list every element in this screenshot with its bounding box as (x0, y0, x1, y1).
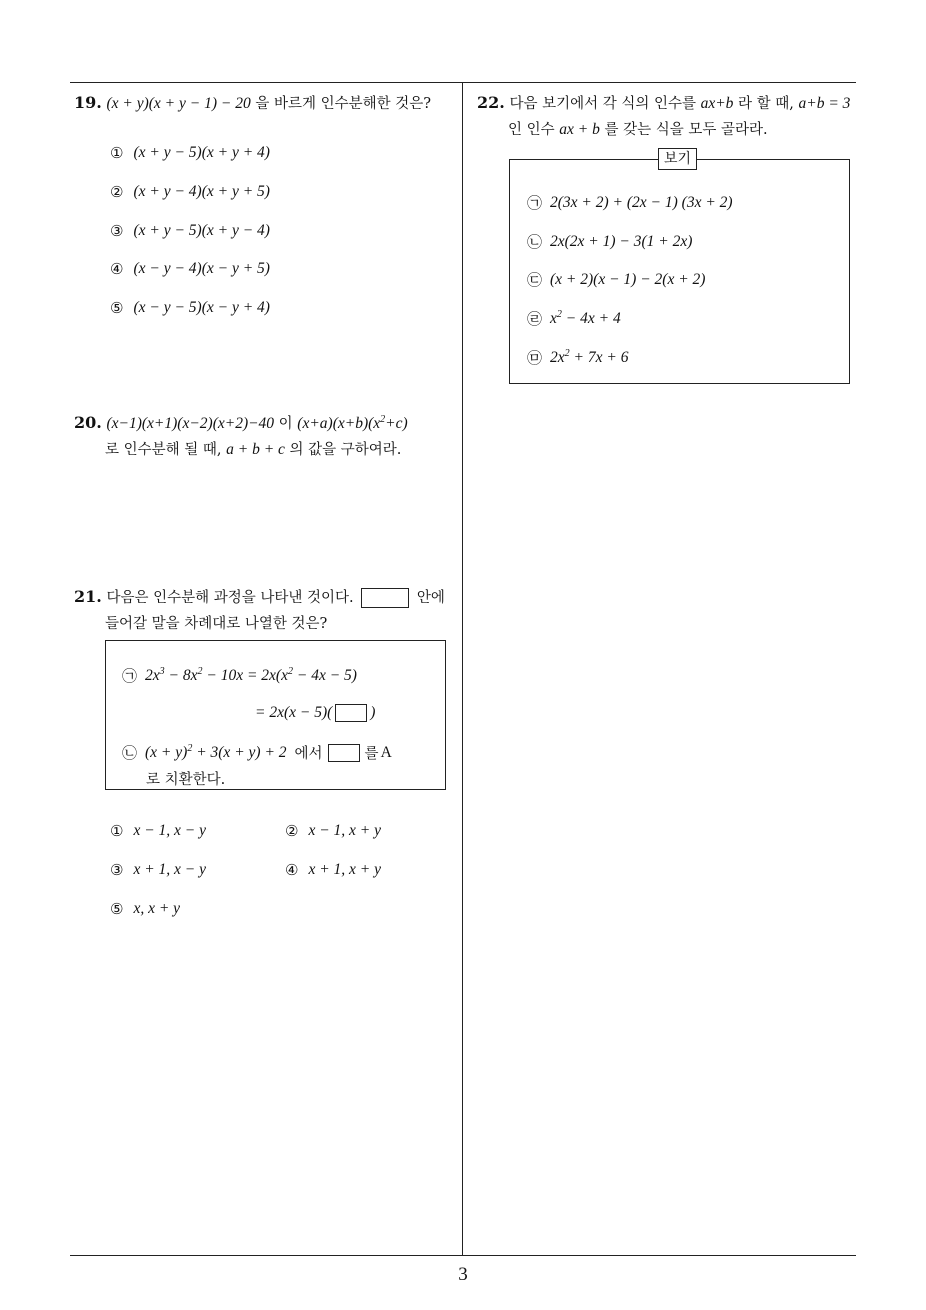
example-box-label: 보기 (658, 148, 697, 170)
choice-4[interactable]: ④ x + 1, x + y (285, 861, 382, 879)
question-number: 20. (74, 413, 102, 432)
choice-3[interactable]: ③ x + 1, x − y (110, 861, 207, 879)
question-expression: (x + y)(x + y − 1) − 20 (106, 95, 251, 112)
choice-5[interactable]: ⑤ x, x + y (110, 900, 181, 918)
column-divider (462, 83, 463, 1256)
blank-box (328, 744, 360, 762)
example-item-3: ㉢ (x + 2)(x − 1) − 2(x + 2) (527, 270, 706, 289)
question-22: 22. 다음 보기에서 각 식의 인수를 ax+b 라 할 때, a+b = 3 인 인수 ax + b 를 갖는 식을 모두 골라라. (477, 93, 851, 138)
question-text: 을 바르게 인수분해한 것은? (255, 96, 432, 112)
question-21: 21. 다음은 인수분해 과정을 나타낸 것이다. 안에 들어갈 말을 차례대로 나열한 것은? (74, 587, 445, 632)
choice-3[interactable]: ③ (x + y − 5)(x + y − 4) (110, 222, 270, 240)
example-item-5: ㉤ $2x^2 + 7x + 6$ (527, 347, 629, 367)
process-line-1: ㉠ $2x^3 - 8x^2 - 10x = 2x(x^2 - 4x - 5)$ (122, 665, 357, 685)
choice-1[interactable]: ① x − 1, x − y (110, 822, 207, 840)
example-item-4: ㉣ $x^2 - 4x + 4$ (527, 308, 621, 328)
question-number: 21. (74, 587, 102, 606)
process-line-2: = 2x(x − 5)( ) (255, 704, 376, 721)
question-number: 19. (74, 93, 102, 112)
question-19 (74, 90, 431, 117)
blank-box (335, 704, 367, 722)
choice-4[interactable]: ④ (x − y − 4)(x − y + 5) (110, 260, 270, 278)
process-line-3: ㉡ $(x + y)^2 + 3(x + y) + 2$ 에서 를 A (122, 742, 392, 762)
choice-2[interactable]: ② x − 1, x + y (285, 822, 382, 840)
choice-2[interactable]: ② (x + y − 4)(x + y + 5) (110, 183, 270, 201)
page-number: 3 (458, 1264, 468, 1285)
example-item-1: ㉠ 2(3x + 2) + (2x − 1) (3x + 2) (527, 193, 733, 212)
bottom-rule (70, 1255, 856, 1256)
blank-box (361, 588, 409, 608)
choice-1[interactable]: ① (x + y − 5)(x + y + 4) (110, 144, 270, 162)
question-number: 22. (477, 93, 505, 112)
example-item-2: ㉡ 2x(2x + 1) − 3(1 + 2x) (527, 232, 693, 251)
choice-5[interactable]: ⑤ (x − y − 5)(x − y + 4) (110, 299, 270, 317)
process-line-4: 로 치환한다. (146, 772, 226, 788)
question-20: 20. (x−1)(x+1)(x−2)(x+2)−40 이 $(x+a)(x+b)(x^2+c)$ 로 인수분해 될 때, a + b + c 의 값을 구하여라. (74, 413, 408, 458)
top-rule (70, 82, 856, 83)
